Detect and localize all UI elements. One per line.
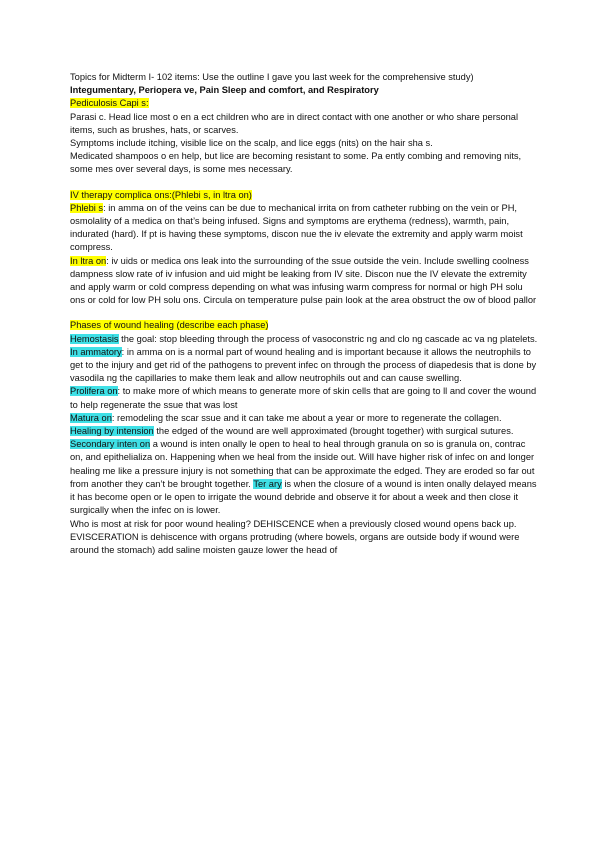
tertiary-label: Ter ary xyxy=(253,478,282,489)
intro-paragraph: Topics for Midterm I- 102 items: Use the outline I gave you last week for the comprehensive study) xyxy=(70,72,474,82)
infiltration-label: In ltra on xyxy=(70,255,107,266)
proliferation-paragraph xyxy=(70,385,540,411)
iv-title-line xyxy=(70,189,540,202)
hemostasis-label: Hemostasis xyxy=(70,333,119,344)
risk-paragraph: Who is most at risk for poor wound healing? DEHISCENCE when a previously closed wound opens back up. EVISCERATION is dehiscence with organs protruding (where bowels, organs are outside body if wound were around the stomach) add saline moisten gauze lower the head of xyxy=(70,518,520,555)
wound-title-line xyxy=(70,319,540,332)
intension-label: Healing by intension xyxy=(70,426,154,437)
wound-title: Phases of wound healing (describe each phase) xyxy=(70,320,269,331)
proliferation-label: Prolifera on xyxy=(70,386,118,397)
inflammatory-text: : in amma on is a normal part of wound healing and is important because it allows the neutrophils to get to the injury and get rid of the pathogens to prevent infec on through the process of diapedesis that is done by vasodila ng the capillaries to make them leak and allow neutrophils out and can cause swelling. xyxy=(70,346,537,384)
maturation-text: : remodeling the scar ssue and it can take me about a year or more to regenerate the collagen. xyxy=(111,412,502,423)
maturation-label: Matura on xyxy=(70,412,112,423)
spacer xyxy=(70,307,540,319)
phlebitis-text: : in amma on of the veins can be due to mechanical irrita on from catheter rubbing on the vein or PH, osmolality of a medica on that’s being infused. Signs and symptoms are erythema (redness), warmth, pain, indurated (hard). If pt is having these symptoms, discon nue the iv elevate the extremity and apply warm moist compress. xyxy=(70,202,523,253)
pediculosis-paragraph-3: Medicated shampoos o en help, but lice are becoming resistant to some. Pa ently combing and removing nits, some mes over several days, is some mes necessary. xyxy=(70,151,522,175)
section-heading: Integumentary, Periopera ve, Pain Sleep and comfort, and Respiratory xyxy=(70,85,379,96)
document-page xyxy=(70,71,540,557)
pediculosis-paragraph-2: Symptoms include itching, visible lice on the scalp, and lice eggs (nits) on the hair sha s. xyxy=(70,138,433,149)
hemostasis-text: the goal: stop bleeding through the process of vasoconstric ng and clo ng cascade ac va ng platelets. xyxy=(118,333,538,344)
phlebitis-paragraph xyxy=(70,202,540,255)
pediculosis-paragraph-1: Parasi c. Head lice most o en a ect children who are in direct contact with one another or who share personal items, such as brushes, hats, or scarves. xyxy=(70,111,519,135)
intension-text: the edged of the wound are well approximated (brought together) with surgical sutures. xyxy=(153,426,514,437)
infiltration-paragraph xyxy=(70,255,540,308)
secondary-label: Secondary inten on xyxy=(70,439,151,450)
inflammatory-paragraph xyxy=(70,346,540,386)
pediculosis-title-line xyxy=(70,97,540,110)
hemostasis-paragraph xyxy=(70,333,540,346)
spacer xyxy=(70,177,540,189)
pediculosis-title: Pediculosis Capi s: xyxy=(70,98,149,109)
inflammatory-label: In ammatory xyxy=(70,346,122,357)
intension-paragraph xyxy=(70,425,540,517)
proliferation-text: : to make more of which means to generate more of skin cells that are going to ll and cover the wound to help regenerate the ssue that was lost xyxy=(70,386,537,410)
phlebitis-label: Phlebi s xyxy=(70,202,104,213)
iv-title: IV therapy complica ons:(Phlebi s, in ltra on) xyxy=(70,189,252,200)
tertiary-text: is when the closure of a wound is inten onally delayed means it has become open or le open to irrigate the wound debride and observe it for about a week and then close it surgically when the infec on is lower. xyxy=(70,478,537,516)
infiltration-text: : iv uids or medica ons leak into the surrounding of the ssue outside the vein. Include swelling coolness dampness slow rate of iv infusion and uid might be leaking from IV site. Discon nue the IV elevate the extremity and apply warm or cold compress depending on what was infusing warm compress for normal or high PH solu ons or cold for low PH solu ons. Circula on temperature pulse pain look at the area obstruct the ow of blood pallor xyxy=(70,255,537,306)
maturation-paragraph xyxy=(70,412,540,425)
secondary-text: a wound is inten onally le open to heal to heal through granula on so is granula on, contrac on, and epithelializa on. Happening when we heal from the inside out. Will have higher risk of infec on and longer healing me like a pressure injury is not something that can be approximate the edged. They are eroded so far out from another they can’t be brought together. xyxy=(70,439,535,489)
